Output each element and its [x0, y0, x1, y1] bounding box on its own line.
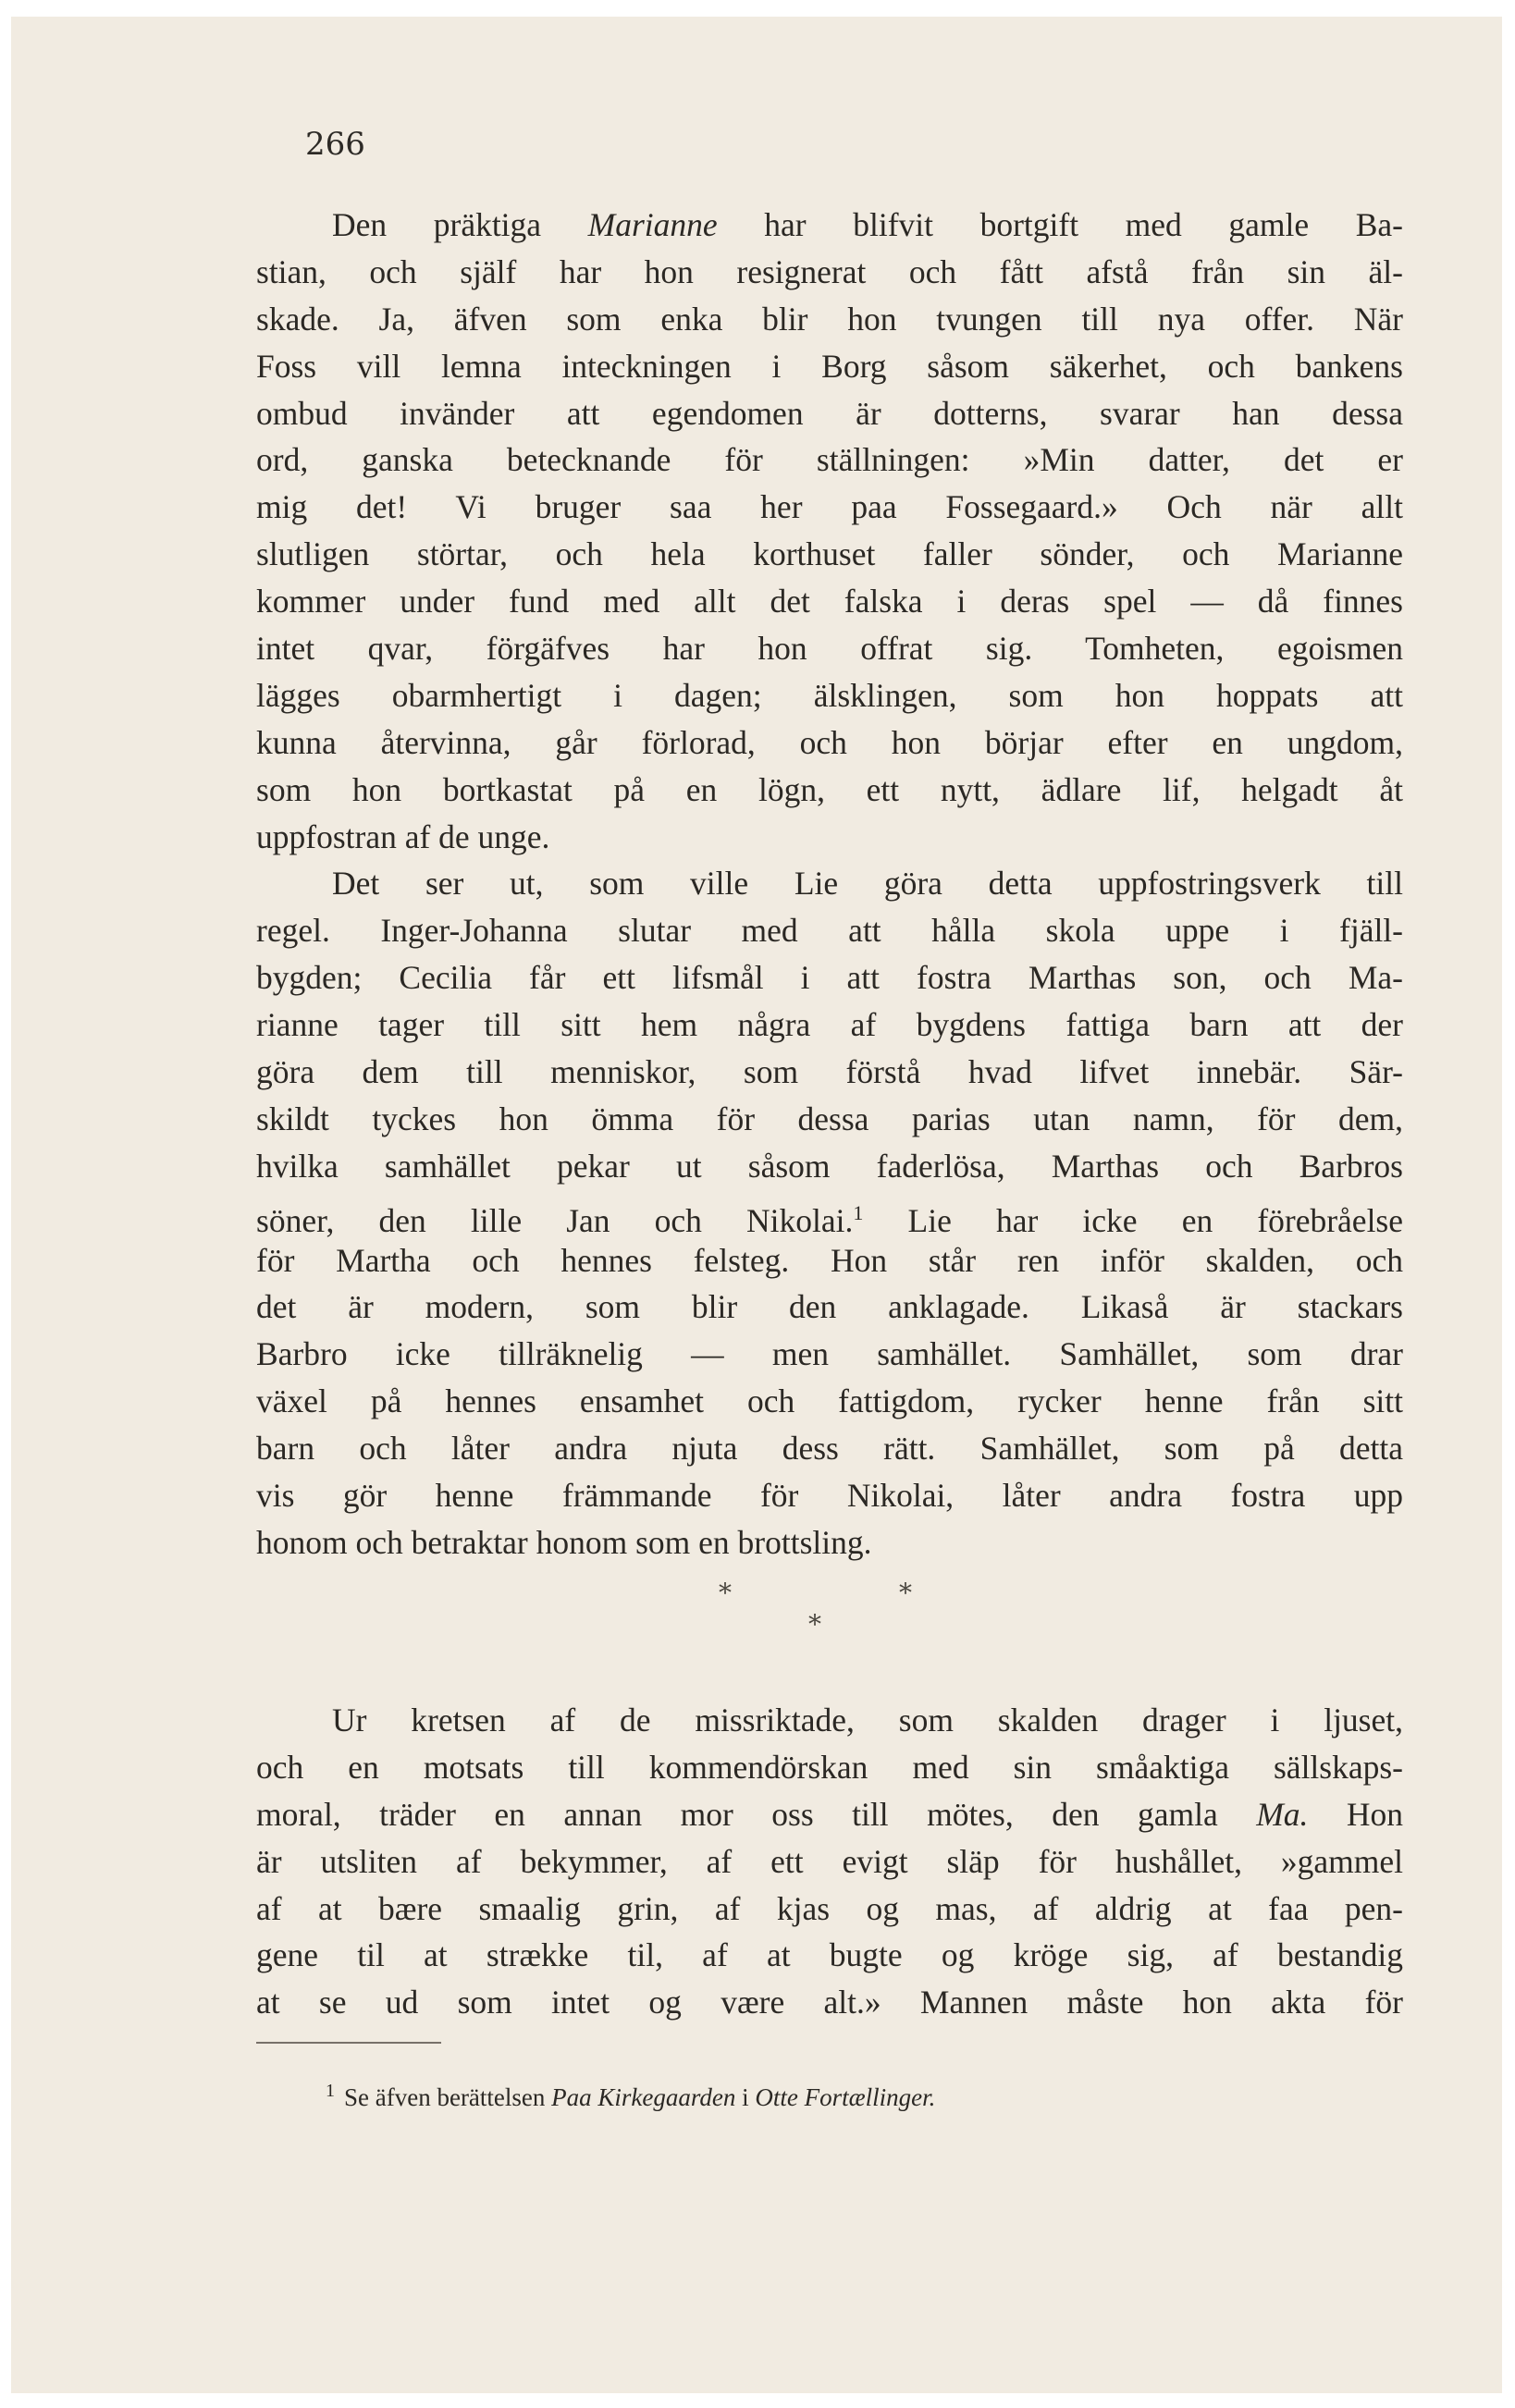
- text-run: hvilka samhället pekar ut såsom faderlösa, Marthas och Barbros: [256, 1147, 1403, 1185]
- text-line: [256, 578, 1403, 625]
- book-page: [11, 17, 1502, 2393]
- text-run: gene til at strække til, af at bugte og kröge sig, af bestandig: [256, 1936, 1403, 1974]
- text-line: [256, 1049, 1403, 1096]
- text-run: Ur kretsen af de missriktade, som skalden drager i ljuset,: [332, 1702, 1403, 1738]
- text-line: [256, 1932, 1403, 1979]
- text-line: [256, 1096, 1403, 1143]
- text-run: ombud invänder att egendomen är dotterns, svarar han dessa: [256, 394, 1403, 432]
- text-run: intet qvar, förgäfves har hon offrat sig. Tomheten, egoismen: [256, 630, 1403, 668]
- text-line: [256, 860, 1403, 907]
- text-run: vis gör henne främmande för Nikolai, låter andra fostra upp: [256, 1477, 1403, 1515]
- text-run: Barbro icke tillräknelig — men samhället. Samhället, som drar: [256, 1335, 1403, 1373]
- text-line: [256, 1190, 1403, 1237]
- italic-text: Ma.: [1256, 1795, 1309, 1833]
- text-line: [256, 296, 1403, 343]
- italic-text: Otte Fortællinger.: [755, 2083, 936, 2111]
- text-line: [256, 1791, 1403, 1838]
- text-line: [256, 484, 1403, 531]
- text-line: [256, 1425, 1403, 1472]
- text-line: [256, 907, 1403, 954]
- text-run: söner, den lille Jan och Nikolai.: [256, 1201, 854, 1239]
- footnote: [326, 2081, 935, 2112]
- text-run: har blifvit bortgift med gamle Ba-: [717, 206, 1403, 243]
- text-line: [256, 814, 1403, 861]
- text-line: [256, 1519, 1403, 1566]
- text-line: [256, 1886, 1403, 1933]
- text-line: [256, 1472, 1403, 1519]
- text-run: uppfostran af de unge.: [256, 817, 550, 855]
- text-line: [256, 1979, 1403, 2026]
- text-run: som hon bortkastat på en lögn, ett nytt, ädlare lif, helgadt åt: [256, 770, 1403, 808]
- text-line: [256, 672, 1403, 719]
- text-run: bygden; Cecilia får ett lifsmål i att fostra Marthas son, och Ma-: [256, 959, 1403, 997]
- text-run: regel. Inger-Johanna slutar med att hålla skola uppe i fjäll-: [256, 912, 1403, 950]
- text-run: skildt tyckes hon ömma för dessa parias utan namn, för dem,: [256, 1100, 1403, 1137]
- text-line: [256, 767, 1403, 814]
- text-line: [256, 1284, 1403, 1331]
- text-run: honom och betraktar honom som en brottsling.: [256, 1523, 872, 1561]
- text-run: mig det! Vi bruger saa her paa Fossegaard.» Och när allt: [256, 488, 1403, 526]
- asterisk: *: [719, 1578, 732, 1608]
- text-line: [256, 531, 1403, 578]
- footnote-text: [344, 2083, 935, 2111]
- text-line: [256, 954, 1403, 1001]
- text-line: [256, 249, 1403, 296]
- text-line: [256, 1237, 1403, 1284]
- text-run: stian, och själf har hon resignerat och fått afstå från sin äl-: [256, 252, 1403, 290]
- page-number: 266: [305, 126, 365, 163]
- text-line: [256, 436, 1403, 484]
- text-line: [256, 1143, 1403, 1190]
- text-run: Lie har icke en förebråelse: [863, 1201, 1403, 1239]
- text-run: moral, träder en annan mor oss till mötes, den gamla: [256, 1795, 1257, 1833]
- text-run: i: [735, 2083, 756, 2111]
- text-run: Den präktiga: [332, 206, 588, 243]
- asterism-separator: [256, 1578, 1403, 1652]
- text-run: göra dem till menniskor, som förstå hvad lifvet innebär. Sär-: [256, 1053, 1403, 1091]
- text-run: för Martha och hennes felsteg. Hon står ren inför skalden, och: [256, 1241, 1403, 1279]
- text-run: Foss vill lemna inteckningen i Borg såsom säkerhet, och bankens: [256, 347, 1403, 385]
- text-run: at se ud som intet og være alt.» Mannen måste hon akta för: [256, 1984, 1403, 2021]
- text-line: [256, 1697, 1403, 1744]
- text-run: rianne tager till sitt hem några af bygdens fattiga barn att der: [256, 1006, 1403, 1044]
- text-run: slutligen störtar, och hela korthuset faller sönder, och Marianne: [256, 535, 1403, 573]
- footnote-number: 1: [326, 2081, 335, 2101]
- text-run: ord, ganska betecknande för ställningen: »Min datter, det er: [256, 441, 1403, 479]
- text-run: barn och låter andra njuta dess rätt. Samhället, som på detta: [256, 1430, 1403, 1468]
- text-run: växel på hennes ensamhet och fattigdom, rycker henne från sitt: [256, 1382, 1403, 1420]
- text-run: Det ser ut, som ville Lie göra detta uppfostringsverk till: [332, 865, 1403, 903]
- text-line: [256, 343, 1403, 390]
- asterisk: *: [899, 1578, 912, 1608]
- footnote-ref: 1: [853, 1200, 864, 1224]
- text-line: [256, 1378, 1403, 1425]
- text-run: är utsliten af bekymmer, af ett evigt släp för hushållet, »gammel: [256, 1842, 1403, 1880]
- text-line: [256, 1744, 1403, 1791]
- text-run: kunna återvinna, går förlorad, och hon börjar efter en ungdom,: [256, 723, 1403, 761]
- text-run: kommer under fund med allt det falska i deras spel — då finnes: [256, 583, 1403, 620]
- italic-text: Paa Kirkegaarden: [551, 2083, 736, 2111]
- text-run: och en motsats till kommendörskan med sin småaktiga sällskaps-: [256, 1748, 1403, 1786]
- paragraph-main: [256, 202, 1403, 1566]
- text-line: [256, 1001, 1403, 1049]
- text-line: [256, 1838, 1403, 1886]
- asterisk: *: [808, 1609, 821, 1640]
- text-line: [256, 202, 1403, 249]
- text-run: det är modern, som blir den anklagade. Likaså är stackars: [256, 1288, 1403, 1326]
- text-line: [256, 625, 1403, 672]
- text-line: [256, 390, 1403, 437]
- text-run: skade. Ja, äfven som enka blir hon tvungen till nya offer. När: [256, 300, 1403, 338]
- paragraph-ma: [256, 1697, 1403, 2026]
- italic-text: Marianne: [587, 206, 718, 243]
- text-run: Se äfven berättelsen: [344, 2083, 552, 2111]
- text-run: lägges obarmhertigt i dagen; älsklingen, som hon hoppats att: [256, 676, 1403, 714]
- text-line: [256, 1331, 1403, 1378]
- text-run: Hon: [1308, 1795, 1404, 1833]
- text-run: af at bære smaalig grin, af kjas og mas, af aldrig at faa pen-: [256, 1889, 1403, 1927]
- footnote-rule: [256, 2042, 441, 2044]
- text-line: [256, 719, 1403, 767]
